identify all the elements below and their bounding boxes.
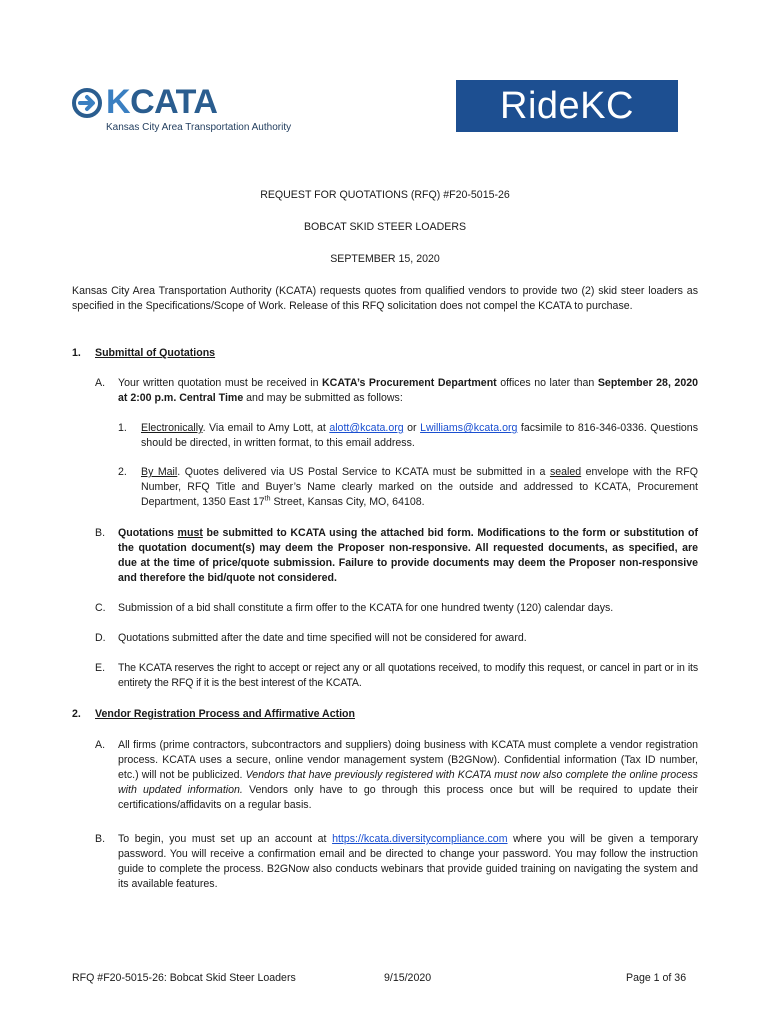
section-2-number: 2. — [72, 708, 81, 720]
footer-page-number: Page 1 of 36 — [626, 972, 687, 984]
section-2-title: Vendor Registration Process and Affirmative Action — [95, 708, 355, 720]
item-1a-label: A. — [95, 377, 106, 389]
item-1b-label: B. — [95, 527, 106, 539]
kcata-wordmark: KCATA — [106, 83, 218, 121]
rfq-item-title: BOBCAT SKID STEER LOADERS — [303, 221, 467, 233]
intro-paragraph: Kansas City Area Transportation Authority (KCATA) requests quotes from qualified vendors to provide two (2) skid steer loaders as specified in the Specifications/Scope of Work. Release of this RFQ solicitation does not compel the KCATA to purchase. — [72, 285, 698, 312]
rfq-date: SEPTEMBER 15, 2020 — [330, 253, 440, 265]
item-2a-text: All firms (prime contractors, subcontractors and suppliers) doing business with KCATA must complete a vendor registration process. KCATA uses a secure, online vendor management system (B2GNow). Confidential information (Tax ID number, etc.) will not be publicized. Vendors that have previously registered with KCATA must now also complete the online process with updated information. Vendors only have to go through this process once but will be required to update their certifications/affidavits on a regular basis. — [118, 739, 698, 811]
item-2b-label: B. — [95, 833, 106, 845]
item-1c-label: C. — [95, 602, 106, 614]
item-1a-text: Your written quotation must be received in KCATA’s Procurement Department offices no later than September 28, 2020 at 2:00 p.m. Central Time and may be submitted as follows: — [118, 377, 698, 404]
kcata-tagline: Kansas City Area Transportation Authority — [106, 122, 292, 133]
email-link-lwilliams[interactable]: Lwilliams@kcata.org — [420, 422, 518, 434]
item-1b-text: Quotations must be submitted to KCATA using the attached bid form. Modifications to the form or substitution of the quotation document(s) may deem the Proposer non-responsive. All requested documents, as specified, are due at the time of price/quote submission. Failure to provide documents may deem the Proposer non-responsive and therefore the bid/quote not considered. — [118, 527, 698, 584]
footer-document-title: RFQ #F20-5015-26: Bobcat Skid Steer Loaders — [72, 972, 296, 984]
diversity-compliance-link[interactable]: https://kcata.diversitycompliance.com — [332, 833, 508, 845]
item-1d-label: D. — [95, 632, 106, 644]
item-2a-label: A. — [95, 739, 106, 751]
rfq-title: REQUEST FOR QUOTATIONS (RFQ) #F20-5015-26 — [260, 189, 510, 201]
item-1a2-label: 2. — [118, 466, 127, 478]
item-1a1-text: Electronically. Via email to Amy Lott, at alott@kcata.org or Lwilliams@kcata.org facsimile to 816-346-0336. Questions should be directed, in written format, to this email address. — [141, 422, 698, 449]
kcata-logo — [72, 74, 292, 138]
item-1a1-label: 1. — [118, 422, 127, 434]
email-link-alott[interactable]: alott@kcata.org — [329, 422, 404, 434]
footer-date: 9/15/2020 — [384, 972, 432, 984]
ridekc-logo: RideKC — [456, 80, 678, 132]
item-1c-text: Submission of a bid shall constitute a firm offer to the KCATA for one hundred twenty (120) calendar days. — [118, 602, 614, 614]
item-1d-text: Quotations submitted after the date and time specified will not be considered for award. — [118, 632, 527, 644]
section-1-number: 1. — [72, 347, 81, 359]
item-1e-text: The KCATA reserves the right to accept or reject any or all quotations received, to modify this request, or cancel in part or in its entirety the RFQ if it is the best interest of the KCATA. — [118, 662, 698, 689]
section-1-title: Submittal of Quotations — [95, 347, 216, 359]
item-1e-label: E. — [95, 662, 106, 674]
item-2b-text: To begin, you must set up an account at https://kcata.diversitycompliance.com where you will be given a temporary password. You will receive a confirmation email and be directed to change your password. You may follow the instruction guide to complete the process. B2GNow also conducts webinars that provide guided training on navigating the system and its available features. — [118, 833, 699, 890]
kcata-arrow-icon — [72, 88, 102, 118]
item-1a2-text: By Mail. Quotes delivered via US Postal Service to KCATA must be submitted in a sealed envelope with the RFQ Number, RFQ Title and Buyer’s Name clearly marked on the outside and addressed to KCATA, Procurement Department, 1350 East 17th Street, Kansas City, MO, 64108. — [141, 466, 699, 508]
